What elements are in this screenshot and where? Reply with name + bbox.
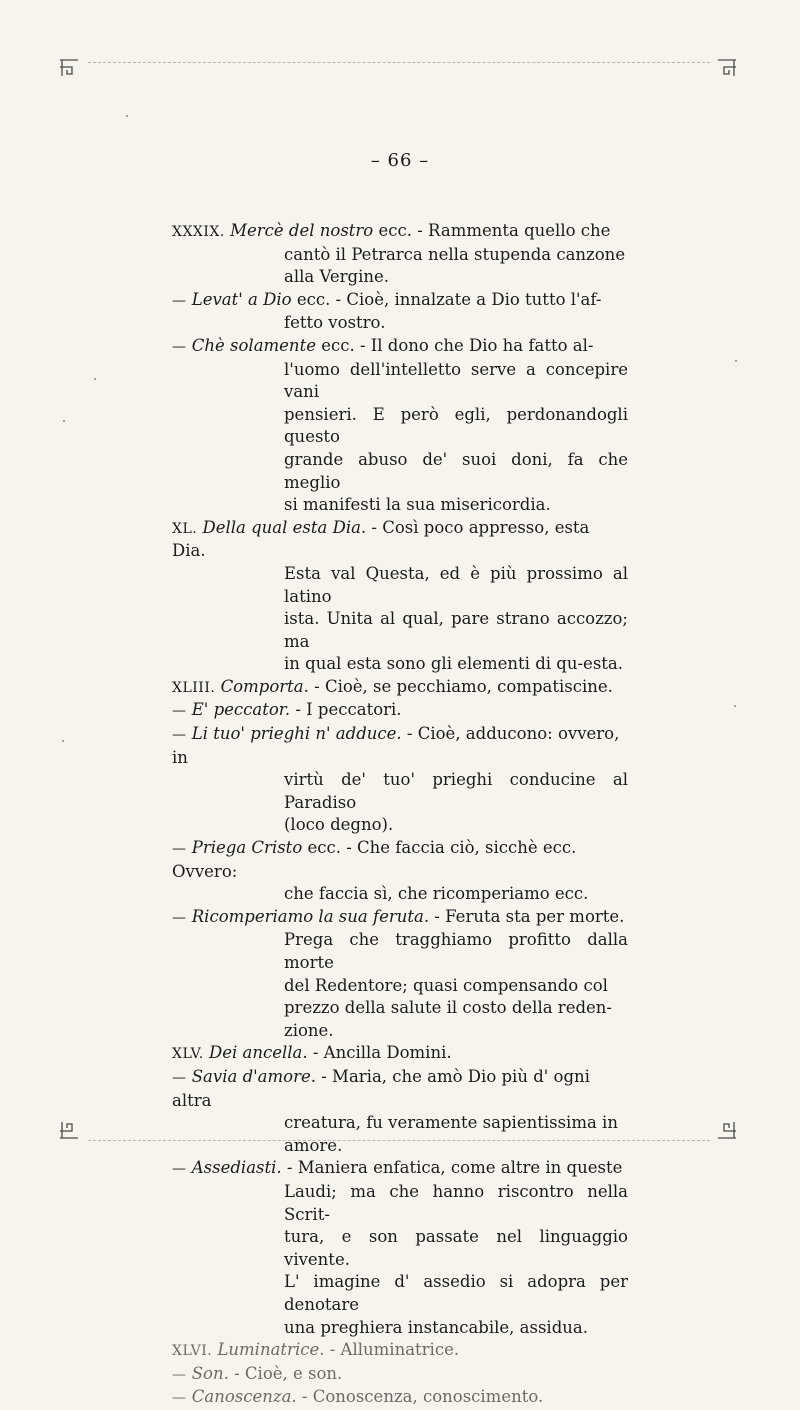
note-lemma: Assediasti.: [191, 1158, 282, 1178]
note-entry: [172, 1066, 628, 1157]
note-gloss: ecc. - Che faccia ciò, sicchè ecc. Ovvero:: [172, 838, 577, 881]
note-marker: —: [172, 703, 187, 720]
note-continuation-line: una preghiera instancabile, assidua.: [284, 1317, 588, 1337]
note-first-line: [172, 837, 628, 883]
note-first-line: [172, 723, 628, 769]
note-lemma: Mercè del nostro: [230, 221, 374, 240]
note-entry: [172, 1339, 628, 1363]
note-entry: [172, 517, 628, 676]
note-marker: —: [172, 338, 187, 355]
meander-corner-icon: [716, 56, 738, 78]
note-first-line: [172, 1339, 628, 1363]
note-lemma: Son.: [191, 1363, 229, 1383]
note-first-line: [172, 1042, 628, 1066]
note-lemma: Levat' a Dio: [191, 289, 292, 309]
note-marker: XLVI.: [172, 1343, 213, 1360]
speck: [126, 115, 128, 117]
speck: [734, 705, 736, 707]
note-continuation-line: Esta val Questa, ed è più prossimo al latino: [284, 563, 628, 606]
note-continuation-line: L' imagine d' assedio si adopra per denotare: [284, 1272, 628, 1314]
note-continuation-line: (loco degno).: [284, 815, 394, 835]
note-continuation-line: virtù de' tuo' prieghi conducine al Paradiso: [284, 770, 628, 812]
note-gloss: - Conoscenza, conoscimento.: [296, 1387, 544, 1407]
note-gloss: ecc. - Il dono che Dio ha fatto al-: [315, 335, 594, 355]
note-marker: XXXIX.: [172, 224, 225, 240]
note-continuation-line: Laudi; ma che hanno riscontro nella Scrit-: [284, 1181, 628, 1224]
note-continuation-line: prezzo della salute il costo della reden-: [284, 998, 612, 1018]
note-entry: [172, 723, 628, 837]
note-entry: [172, 676, 628, 700]
speck: [735, 360, 737, 362]
note-marker: XL.: [172, 520, 198, 537]
note-gloss: - Feruta sta per morte.: [429, 906, 625, 926]
note-first-line: [172, 220, 628, 244]
meander-corner-icon: [716, 1120, 738, 1142]
note-continuation-line: in qual esta sono gli elementi di qu-esta.: [284, 654, 623, 674]
note-continuation-line: grande abuso de' suoi doni, fa che meglio: [284, 449, 628, 492]
note-first-line: [172, 1363, 628, 1387]
note-first-line: [172, 1066, 628, 1112]
note-gloss: - I peccatori.: [290, 700, 402, 720]
note-continuation-line: amore.: [284, 1135, 343, 1155]
note-continuation-line: zione.: [284, 1020, 334, 1040]
note-continuation-line: Prega che tragghiamo profitto dalla morte: [284, 930, 628, 972]
note-entry: [172, 220, 628, 289]
note-continuation-line: che faccia sì, che ricomperiamo ecc.: [284, 884, 589, 904]
note-first-line: [172, 699, 628, 723]
note-marker: —: [172, 909, 187, 926]
note-lemma: E' peccator.: [191, 700, 291, 720]
note-lemma: Dei ancella.: [208, 1043, 308, 1063]
note-continuation-line: del Redentore; quasi compensando col: [284, 975, 608, 995]
note-marker: —: [172, 1069, 187, 1086]
note-entry: [172, 1363, 628, 1387]
note-lemma: Savia d'amore.: [191, 1066, 316, 1086]
note-marker: —: [172, 727, 187, 744]
top-rule: [88, 62, 710, 63]
note-gloss: - Cioè, e son.: [228, 1363, 343, 1383]
note-gloss: - Cioè, adducono: ovvero, in: [172, 724, 620, 767]
note-gloss: ecc. - Rammenta quello che: [373, 221, 611, 240]
note-first-line: [172, 517, 628, 563]
speck: [63, 420, 65, 422]
note-marker: XLV.: [172, 1046, 204, 1063]
note-continuation-line: l'uomo dell'intelletto serve a concepire vani: [284, 359, 628, 402]
note-continuation-line: creatura, fu veramente sapientissima in: [284, 1113, 618, 1133]
note-continuation-line: si manifesti la sua misericordia.: [284, 495, 551, 515]
note-first-line: [172, 289, 628, 313]
note-entry: [172, 1042, 628, 1066]
note-first-line: [172, 676, 628, 700]
note-gloss: - Alluminatrice.: [324, 1340, 460, 1360]
note-gloss: - Maria, che amò Dio più d' ogni altra: [172, 1066, 590, 1110]
note-lemma: Priega Cristo: [191, 838, 303, 858]
note-gloss: ecc. - Cioè, innalzate a Dio tutto l'af-: [291, 289, 602, 309]
speck: [62, 740, 64, 742]
note-lemma: Li tuo' prieghi n' adduce.: [191, 724, 402, 744]
note-entry: [172, 699, 628, 723]
note-entry: [172, 906, 628, 1043]
note-continuation-line: fetto vostro.: [284, 313, 386, 333]
note-gloss: - Così poco appresso, esta Dia.: [172, 517, 590, 561]
note-continuation-line: tura, e son passate nel linguaggio vivente.: [284, 1227, 628, 1269]
note-continuation-line: alla Vergine.: [284, 267, 390, 287]
meander-corner-icon: [58, 56, 80, 78]
notes-list: [172, 220, 628, 1410]
note-lemma: Comporta.: [220, 676, 309, 696]
note-gloss: - Ancilla Domini.: [307, 1043, 452, 1063]
note-first-line: [172, 906, 628, 930]
note-entry: [172, 335, 628, 517]
note-lemma: Ricomperiamo la sua feruta.: [191, 906, 430, 926]
note-marker: —: [172, 841, 187, 858]
note-lemma: Chè solamente: [191, 335, 316, 355]
note-continuation-line: ista. Unita al qual, pare strano accozzo; ma: [284, 609, 628, 651]
note-marker: —: [172, 1366, 187, 1383]
note-marker: XLIII.: [172, 679, 216, 696]
note-continuation-line: cantò il Petrarca nella stupenda canzone: [284, 244, 626, 264]
note-marker: —: [172, 1161, 187, 1178]
note-lemma: Canoscenza.: [191, 1387, 297, 1407]
note-entry: [172, 1386, 628, 1410]
note-continuation-line: pensieri. E però egli, perdonandogli questo: [284, 404, 628, 447]
note-marker: —: [172, 292, 187, 309]
note-first-line: [172, 1386, 628, 1410]
note-lemma: Della qual esta Dia.: [202, 517, 367, 537]
page-number: – 66 –: [370, 150, 430, 171]
note-first-line: [172, 335, 628, 359]
speck: [94, 378, 96, 380]
note-entry: [172, 1157, 628, 1339]
note-first-line: [172, 1157, 628, 1181]
note-gloss: - Maniera enfatica, come altre in queste: [281, 1158, 623, 1178]
note-entry: [172, 289, 628, 335]
note-lemma: Luminatrice.: [217, 1340, 325, 1360]
meander-corner-icon: [58, 1120, 80, 1142]
note-gloss: - Cioè, se pecchiamo, compatiscine.: [308, 676, 613, 696]
note-marker: —: [172, 1390, 187, 1407]
note-entry: [172, 837, 628, 906]
